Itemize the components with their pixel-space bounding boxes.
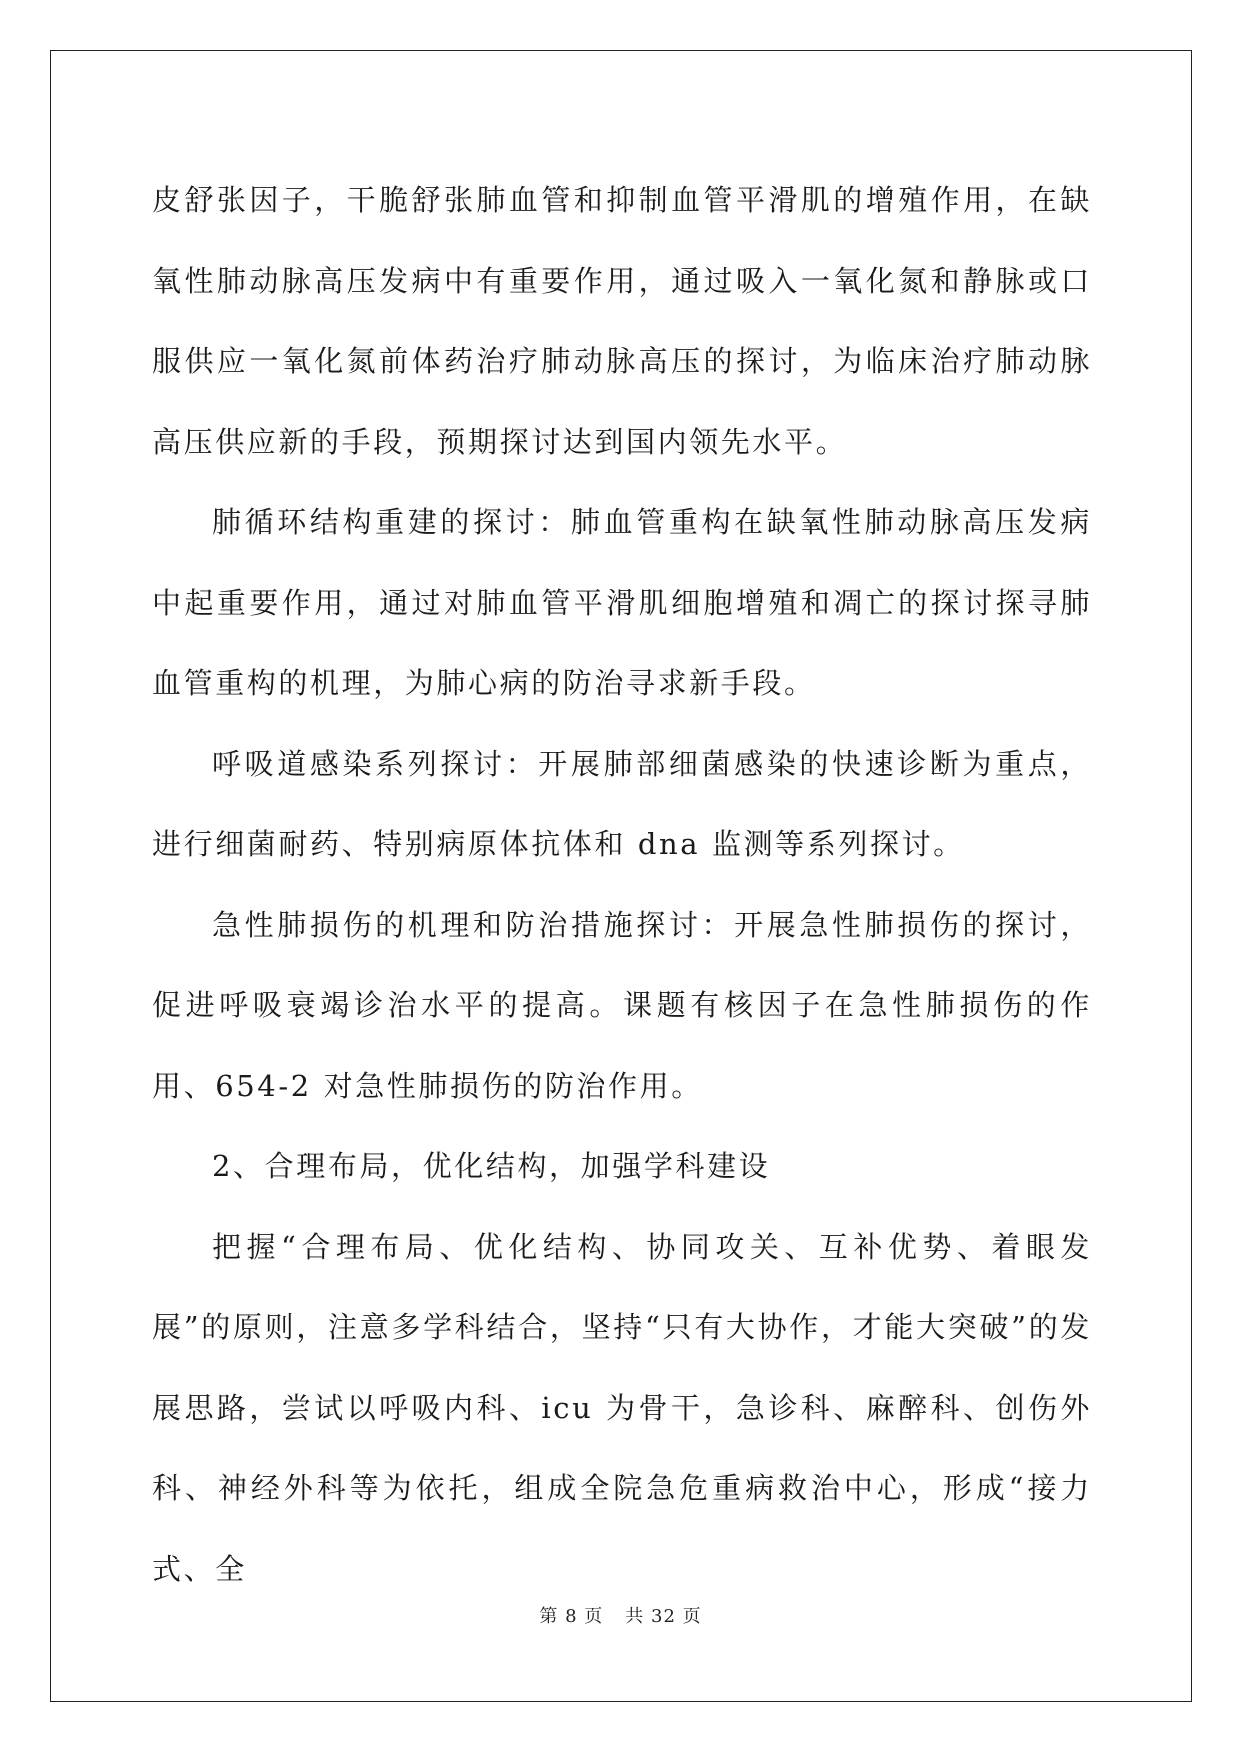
paragraph-respiratory-infection: 呼吸道感染系列探讨：开展肺部细菌感染的快速诊断为重点，进行细菌耐药、特别病原体抗体和 dna 监测等系列探讨。 xyxy=(152,746,1092,861)
document-body xyxy=(152,160,1092,1609)
paragraph-acute-lung-injury: 急性肺损伤的机理和防治措施探讨：开展急性肺损伤的探讨，促进呼吸衰竭诊治水平的提高。课题有核因子在急性肺损伤的作用、654-2 对急性肺损伤的防治作用。 xyxy=(152,907,1092,1103)
paragraph-pulmonary-circulation: 肺循环结构重建的探讨：肺血管重构在缺氧性肺动脉高压发病中起重要作用，通过对肺血管平滑肌细胞增殖和凋亡的探讨探寻肺血管重构的机理，为肺心病的防治寻求新手段。 xyxy=(152,505,1092,700)
page-total: 共 32 页 xyxy=(625,1606,702,1627)
page-number: 第 8 页 xyxy=(539,1606,604,1627)
paragraph-continuation: 皮舒张因子，干脆舒张肺血管和抑制血管平滑肌的增殖作用，在缺氧性肺动脉高压发病中有重要作用，通过吸入一氧化氮和静脉或口服供应一氧化氮前体药治疗肺动脉高压的探讨，为临床治疗肺动脉高压供应新的手段，预期探讨达到国内领先水平。 xyxy=(152,183,1092,459)
paragraph-principles: 把握“合理布局、优化结构、协同攻关、互补优势、着眼发展”的原则，注意多学科结合，坚持“只有大协作，才能大突破”的发展思路，尝试以呼吸内科、icu 为骨干，急诊科、麻醉科、创伤外科、神经外科等为依托，组成全院急危重病救治中心，形成“接力式、全 xyxy=(152,1229,1092,1586)
section-heading: 2、合理布局，优化结构，加强学科建设 xyxy=(212,1149,771,1183)
page-footer xyxy=(0,1602,1241,1628)
